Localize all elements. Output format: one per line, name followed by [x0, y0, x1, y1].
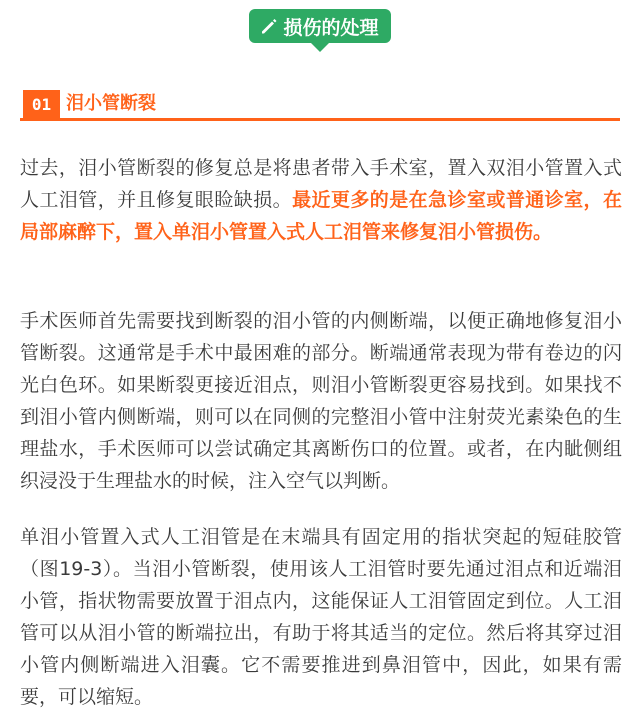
paragraph-1-highlight: 最近更多的是在急诊室或普通诊室，在局部麻醉下，置入单泪小管置入式人工泪管来修复泪小管损伤。: [20, 189, 622, 243]
paragraph-1: [20, 152, 622, 248]
header-badge-wrap: [0, 9, 640, 43]
pencil-icon: [259, 16, 279, 36]
section-title: 泪小管断裂: [66, 93, 156, 114]
paragraph-2: 手术医师首先需要找到断裂的泪小管的内侧断端，以便正确地修复泪小管断裂。这通常是手术中最困难的部分。断端通常表现为带有卷边的闪光白色环。如果断裂更接近泪点，则泪小管断裂更容易找到。如果找不到泪小管内侧断端，则可以在同侧的完整泪小管中注射荧光素染色的生理盐水，手术医师可以尝试确定其离断伤口的位置。或者，在内眦侧组织浸没于生理盐水的时候，注入空气以判断。: [20, 310, 622, 492]
paragraph-3: 单泪小管置入式人工泪管是在末端具有固定用的指状突起的短硅胶管（图19-3）。当泪小管断裂，使用该人工泪管时要先通过泪点和近端泪小管，指状物需要放置于泪点内，这能保证人工泪管固定到位。人工泪管可以从泪小管的断端拉出，有助于将其适当的定位。然后将其穿过泪小管内侧断端进入泪囊。它不需要推进到鼻泪管中，因此，如果有需要，可以缩短。: [20, 526, 622, 708]
paragraph-1-text: 过去，泪小管断裂的修复总是将患者带入手术室，置入双泪小管置入式人工泪管，并且修复眼睑缺损。: [20, 157, 622, 211]
header-badge: [249, 9, 390, 43]
section-number: 01: [23, 90, 60, 118]
section-heading: [20, 88, 620, 121]
header-badge-label: 损伤的处理: [283, 16, 379, 39]
